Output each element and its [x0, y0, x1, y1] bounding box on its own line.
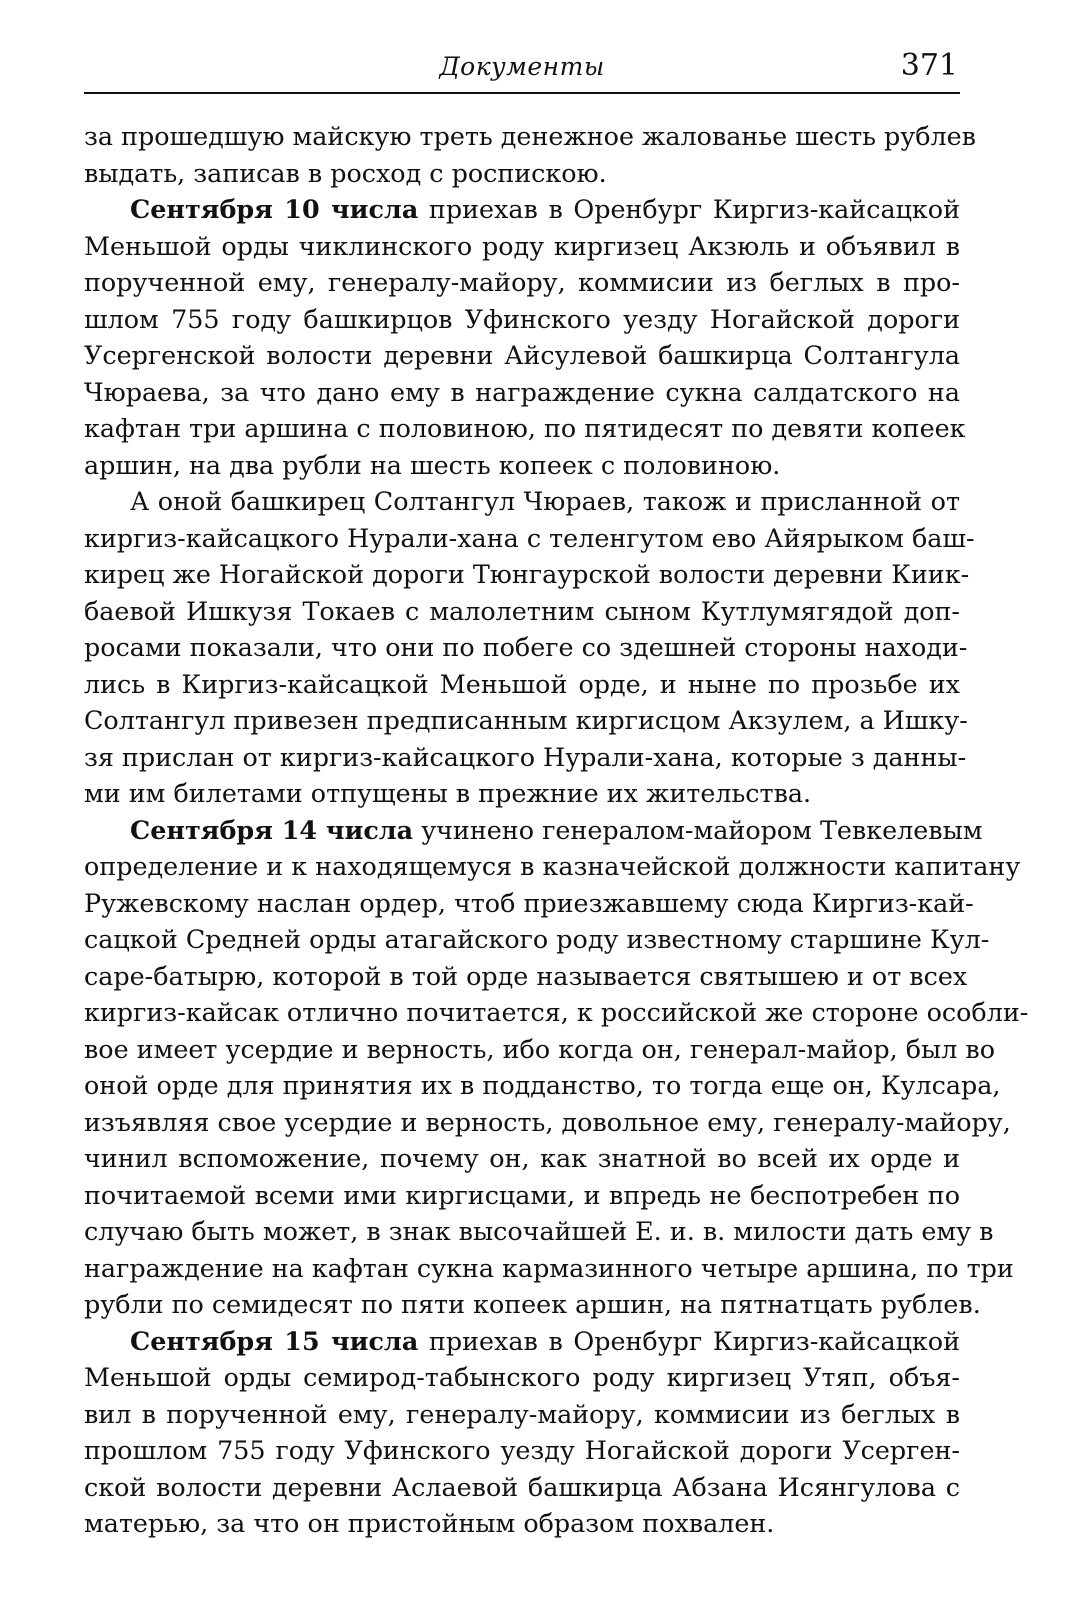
- text-line: сацкой Средней орды атагайского роду известному старшине Кул-: [84, 924, 990, 954]
- date-heading: Сентября 10 числа: [130, 194, 419, 224]
- text-line: ской волости деревни Аслаевой башкирца Абзана Исянгулова с: [84, 1471, 960, 1502]
- text-line: киргиз-кайсак отлично почитается, к российской же стороне особли-: [84, 997, 1029, 1027]
- text-line: прошлом 755 году Уфинского уезду Ногайской дороги Усерген-: [84, 1435, 960, 1465]
- running-header: [84, 42, 960, 94]
- text-line: саре-батырю, которой в той орде называется святышею и от всех: [84, 960, 968, 991]
- text-line: за прошедшую майскую треть денежное жалованье шесть рублев: [84, 121, 976, 151]
- text-line: Усергенской волости деревни Айсулевой башкирца Солтангула: [84, 340, 960, 370]
- text-line: изъявляя свое усердие и верность, довольное ему, генералу-майору,: [84, 1106, 1011, 1137]
- text-line: Меньшой орды семирод-табынского роду киргизец Утяп, объя-: [84, 1362, 960, 1392]
- text-line: рубли по семидесят по пяти копеек аршин, на пятнатцать рублев.: [84, 1289, 981, 1319]
- text-fragment: приехав в Оренбург Киргиз-кайсацкой: [418, 194, 960, 224]
- text-line: матерью, за что он пристойным образом похвален.: [84, 1508, 775, 1538]
- text-line: определение и к находящемуся в казначейской должности капитану: [84, 851, 1021, 881]
- text-line: киргиз-кайсацкого Нурали-хана с теленгутом ево Айярыком баш-: [84, 522, 975, 553]
- page-number: 371: [900, 48, 958, 83]
- paragraph: [84, 191, 966, 483]
- text-line: аршин, на два рубли на шесть копеек с половиною.: [84, 449, 781, 480]
- text-line: ми им билетами отпущены в прежние их жительства.: [84, 778, 812, 808]
- text-line: Чюраева, за что дано ему в награждение сукна салдатского на: [84, 376, 960, 407]
- text-line: вое имеет усердие и верность, ибо когда он, генерал-майор, был во: [84, 1033, 995, 1064]
- text-line: оной орде для принятия их в подданство, то тогда еще он, Кулсара,: [84, 1070, 1001, 1100]
- text-line: кафтан три аршина с половиною, по пятидесят по девяти копеек: [84, 413, 966, 443]
- text-line: почитаемой всеми ими киргисцами, и впредь не беспотребен по: [84, 1179, 960, 1210]
- paragraph: [84, 483, 975, 812]
- text-line: порученной ему, генералу-майору, коммисии из беглых в про-: [84, 267, 960, 297]
- text-line: случаю быть может, в знак высочайшей Е. и. в. милости дать ему в: [84, 1216, 994, 1246]
- text-line: зя прислан от киргиз-кайсацкого Нурали-хана, которые з данны-: [84, 741, 967, 772]
- paragraph: [84, 118, 976, 191]
- paragraph: [84, 1323, 960, 1542]
- text-line: вил в порученной ему, генералу-майору, коммисии из беглых в: [84, 1398, 960, 1429]
- text-line: [84, 812, 983, 849]
- paragraph: [84, 812, 1029, 1323]
- text-line: росами показали, что они по побеге со здешней стороны находи-: [84, 632, 968, 662]
- text-line: Ружевскому наслан ордер, чтоб приезжавшему сюда Киргиз-кай-: [84, 887, 974, 918]
- text-line: [84, 191, 960, 228]
- text-fragment: приехав в Оренбург Киргиз-кайсацкой: [418, 1325, 960, 1356]
- text-line: [84, 1323, 960, 1360]
- document-page: [84, 42, 1029, 1542]
- text-line: шлом 755 году башкирцов Уфинского уезду Ногайской дороги: [84, 303, 960, 334]
- text-line: А оной башкирец Солтангул Чюраев, також и присланной от: [130, 486, 960, 516]
- text-line: Меньшой орды чиклинского роду киргизец Акзюль и объявил в: [84, 230, 960, 261]
- running-title: Документы: [439, 52, 605, 81]
- text-line: чинил вспоможение, почему он, как знатной во всей их орде и: [84, 1143, 960, 1173]
- date-heading: Сентября 15 числа: [130, 1325, 419, 1356]
- text-line: Солтангул привезен предписанным киргисцом Акзулем, а Ишку-: [84, 705, 968, 735]
- date-heading: Сентября 14 числа: [130, 814, 414, 845]
- text-fragment: учинено генералом-майором Тевкелевым: [413, 814, 983, 845]
- text-line: лись в Киргиз-кайсацкой Меньшой орде, и ныне по прозьбе их: [84, 668, 960, 699]
- body-text: [84, 118, 1029, 1542]
- text-line: выдать, записав в росход с роспискою.: [84, 157, 607, 188]
- text-line: кирец же Ногайской дороги Тюнгаурской волости деревни Киик-: [84, 559, 970, 589]
- text-line: баевой Ишкузя Токаев с малолетним сыном Кутлумягядой доп-: [84, 595, 960, 626]
- text-line: награждение на кафтан сукна кармазинного четыре аршина, по три: [84, 1252, 1014, 1283]
